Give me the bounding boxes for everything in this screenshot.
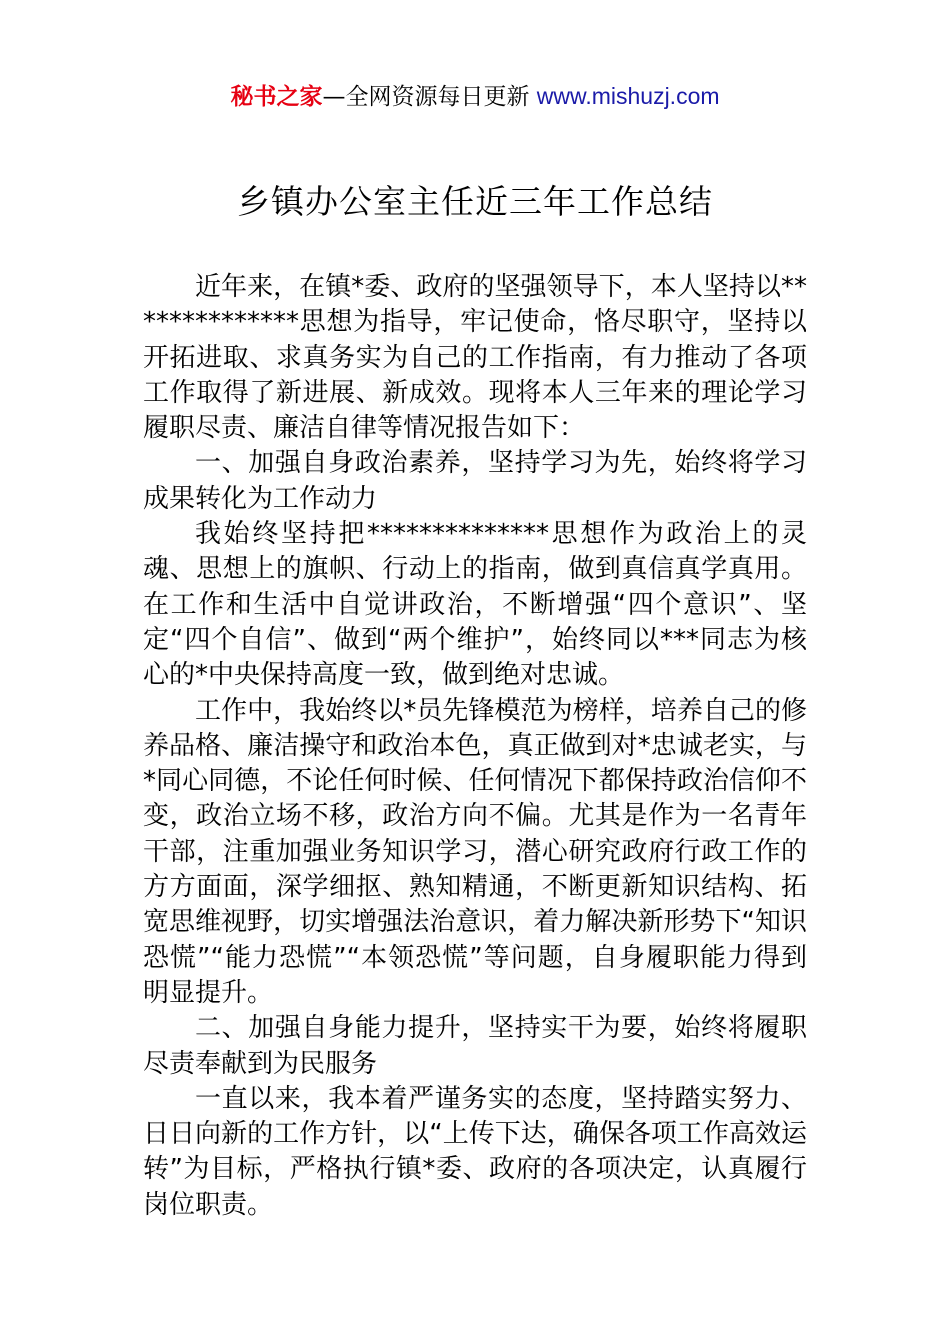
section-heading-1: 一、加强自身政治素养，坚持学习为先，始终将学习成果转化为工作动力 xyxy=(143,448,807,514)
section-heading-2: 二、加强自身能力提升，坚持实干为要，始终将履职尽责奉献到为民服务 xyxy=(143,1013,807,1079)
document-body xyxy=(143,270,807,1223)
document-title: 乡镇办公室主任近三年工作总结 xyxy=(237,182,713,221)
site-brand: 秘书之家 xyxy=(230,84,323,110)
body-paragraph: 一直以来，我本着严谨务实的态度，坚持踏实努力、日日向新的工作方针，以“上传下达，确保各项工作高效运转”为目标，严格执行镇*委、政府的各项决定，认真履行岗位职责。 xyxy=(143,1083,807,1220)
site-header xyxy=(0,80,950,113)
body-paragraph: 我始终坚持把**************思想作为政治上的灵魂、思想上的旗帜、行动上的指南，做到真信真学真用。在工作和生活中自觉讲政治，不断增强“四个意识”、坚定“四个自信”、做到“两个维护”，始终同以***同志为核心的*中央保持高度一致，做到绝对忠诚。 xyxy=(143,519,807,691)
body-paragraph: 工作中，我始终以*员先锋模范为榜样，培养自己的修养品格、廉洁操守和政治本色，真正做到对*忠诚老实，与*同心同德，不论任何时候、任何情况下都保持政治信仰不变，政治立场不移，政治方向不偏。尤其是作为一名青年干部，注重加强业务知识学习，潜心研究政府行政工作的方方面面，深学细抠、熟知精通，不断更新知识结构、拓宽思维视野，切实增强法治意识，着力解决新形势下“知识恐慌”“能力恐慌”“本领恐慌”等问题，自身履职能力得到明显提升。 xyxy=(143,695,807,1008)
site-tagline: —全网资源每日更新 xyxy=(322,84,537,110)
intro-paragraph: 近年来，在镇*委、政府的坚强领导下，本人坚持以**************思想为指导，牢记使命，恪尽职守，坚持以开拓进取、求真务实为自己的工作指南，有力推动了各项工作取得了新进展、新成效。现将本人三年来的理论学习履职尽责、廉洁自律等情况报告如下： xyxy=(143,272,807,444)
site-url-link[interactable]: www.mishuzj.com xyxy=(536,83,720,109)
